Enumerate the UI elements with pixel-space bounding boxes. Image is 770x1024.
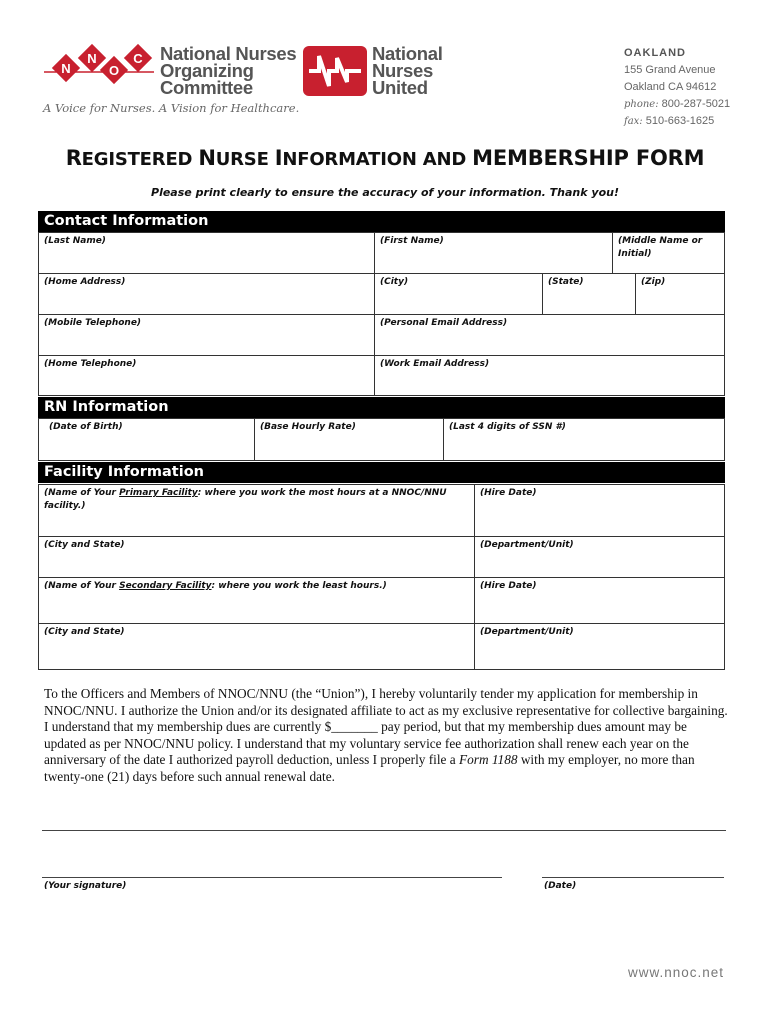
phone-number: 800-287-5021 [661, 98, 731, 110]
mobile-phone-field[interactable]: (Mobile Telephone) [39, 315, 375, 356]
secondary-facility-field[interactable]: (Name of Your Secondary Facility: where you work the least hours.) [39, 578, 475, 624]
nnu-mark-icon [303, 46, 367, 96]
facility-table [38, 484, 725, 670]
divider-line [42, 830, 726, 831]
secondary-city-state-field[interactable]: (City and State) [39, 624, 475, 669]
office-address: OAKLAND 155 Grand Avenue Oakland CA 94612 phone: 800-287-5021 fax: 510-663-1625 [624, 47, 731, 127]
fax-number: 510-663-1625 [645, 115, 715, 127]
authorization-paragraph: To the Officers and Members of NNOC/NNU (the “Union”), I hereby voluntarily tender my application for membership in NNOC/NNU. I authorize the Union and/or its designated affiliate to act as my exclusive representative for collective bargaining. I understand that my membership dues are currently $_______ pay period, but that my membership dues amount may be updated as per NNOC/NNU policy. I understand that my voluntary service fee authorization shall renew each year on the anniversary of the date I authorized payroll deduction, unless I properly file a Form 1188 with my employer, no more than twenty-one (21) days before such annual renewal date. [44, 686, 728, 784]
tagline: A Voice for Nurses. A Vision for Healthcare. [43, 101, 300, 115]
middle-name-field[interactable]: (Middle Name or Initial) [613, 233, 724, 274]
dob-field[interactable]: (Date of Birth) [39, 419, 255, 460]
signature-line[interactable] [42, 877, 502, 878]
signature-label: (Your signature) [44, 881, 127, 891]
rn-section-heading: RN Information [38, 397, 725, 418]
form-1188-reference: Form 1188 [459, 752, 518, 768]
nnoc-diamonds-graphic [42, 42, 160, 92]
nnu-name: National Nurses United [372, 43, 443, 98]
logo-letter-4: C [133, 51, 143, 66]
facility-section-heading: Facility Information [38, 462, 725, 483]
first-name-field[interactable]: (First Name) [375, 233, 613, 274]
base-rate-field[interactable]: (Base Hourly Rate) [255, 419, 444, 460]
home-phone-field[interactable]: (Home Telephone) [39, 356, 375, 395]
nnoc-name: National Nurses Organizing Committee [160, 43, 297, 98]
form-title: REGISTERED NURSE INFORMATION AND MEMBERSHIP FORM [65, 146, 705, 170]
work-email-field[interactable]: (Work Email Address) [380, 359, 490, 369]
contact-section-heading: Contact Information [38, 211, 725, 232]
last-name-field[interactable]: (Last Name) [39, 233, 375, 274]
personal-email-field[interactable]: (Personal Email Address) [375, 315, 724, 356]
primary-department-field[interactable]: (Department/Unit) [475, 537, 724, 578]
primary-facility-field[interactable]: (Name of Your Primary Facility: where you work the most hours at a NNOC/NNU facility.) [39, 485, 475, 537]
website-link[interactable]: www.nnoc.net [628, 965, 725, 980]
logo-letter-3: O [108, 63, 120, 78]
date-label: (Date) [544, 881, 577, 891]
zip-field[interactable]: (Zip) [636, 274, 724, 315]
primary-hire-date-field[interactable]: (Hire Date) [475, 485, 724, 537]
city-field[interactable]: (City) [375, 274, 543, 315]
state-field[interactable]: (State) [543, 274, 636, 315]
secondary-department-field[interactable]: (Department/Unit) [480, 627, 574, 637]
home-address-field[interactable]: (Home Address) [39, 274, 375, 315]
logo-letter-1: N [61, 61, 71, 76]
secondary-hire-date-field[interactable]: (Hire Date) [475, 578, 724, 624]
contact-table [38, 232, 725, 396]
form-subtitle: Please print clearly to ensure the accuracy of your information. Thank you! [151, 186, 619, 199]
ssn-field[interactable]: (Last 4 digits of SSN #) [449, 422, 566, 432]
logo-letter-2: N [87, 51, 97, 66]
rn-table [38, 418, 725, 461]
primary-city-state-field[interactable]: (City and State) [39, 537, 475, 578]
date-line[interactable] [542, 877, 724, 878]
